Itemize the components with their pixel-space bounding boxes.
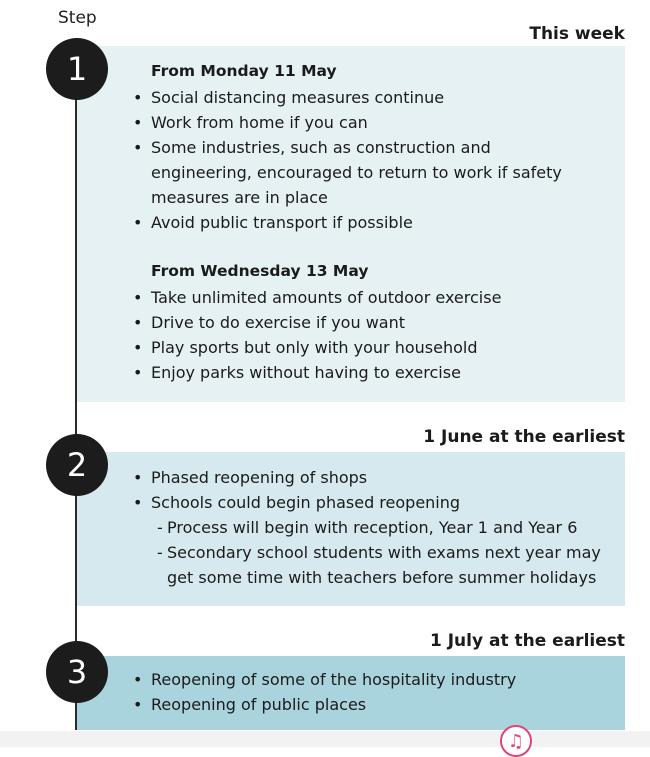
step-number-circle-1: 1	[46, 38, 108, 100]
list-item: • Some industries, such as construction and engineering, encouraged to return to work if safety measures are in place	[131, 135, 571, 210]
sub-list-item: - Secondary school students with exams next year may get some time with teachers before summer holidays	[131, 540, 607, 590]
bullet-icon: •	[133, 88, 143, 107]
bullet-icon: •	[133, 338, 143, 357]
list-item: • Reopening of public places	[131, 692, 591, 717]
bullet-icon: •	[133, 695, 143, 714]
bullet-icon: •	[133, 213, 143, 232]
list-item: • Drive to do exercise if you want	[131, 310, 591, 335]
bullet-list	[131, 85, 591, 235]
period-label-step-2: 1 June at the earliest	[423, 427, 625, 447]
period-label-step-1: This week	[529, 24, 625, 44]
bullet-icon: •	[133, 468, 143, 487]
sub-list-item: - Process will begin with reception, Year 1 and Year 6	[131, 515, 607, 540]
list-item: • Play sports but only with your household	[131, 335, 591, 360]
bullet-list	[131, 667, 591, 717]
bullet-icon: •	[133, 288, 143, 307]
music-icon[interactable]: ♫	[500, 725, 532, 757]
list-item: • Schools could begin phased reopening	[131, 490, 591, 515]
bullet-icon: •	[133, 313, 143, 332]
period-label-step-3: 1 July at the earliest	[429, 631, 625, 651]
step-label: Step	[58, 8, 97, 28]
panel-step-1	[77, 46, 625, 402]
dash-icon: -	[157, 518, 163, 537]
panel-step-2	[77, 452, 625, 606]
step-number-circle-3: 3	[46, 641, 108, 703]
list-item: • Take unlimited amounts of outdoor exercise	[131, 285, 591, 310]
dash-icon: -	[157, 543, 163, 562]
panel-step-3	[77, 656, 625, 730]
section-heading: From Monday 11 May	[151, 62, 337, 80]
list-item: • Reopening of some of the hospitality industry	[131, 667, 591, 692]
list-item: • Avoid public transport if possible	[131, 210, 591, 235]
sub-list	[131, 515, 601, 590]
bullet-icon: •	[133, 363, 143, 382]
bullet-icon: •	[133, 493, 143, 512]
bullet-icon: •	[133, 113, 143, 132]
bullet-list	[131, 285, 591, 385]
bullet-list	[131, 465, 591, 515]
list-item: • Social distancing measures continue	[131, 85, 591, 110]
bullet-icon: •	[133, 138, 143, 157]
bullet-icon: •	[133, 670, 143, 689]
list-item: • Work from home if you can	[131, 110, 591, 135]
section-heading: From Wednesday 13 May	[151, 262, 369, 280]
step-number-circle-2: 2	[46, 434, 108, 496]
list-item: • Phased reopening of shops	[131, 465, 591, 490]
list-item: • Enjoy parks without having to exercise	[131, 360, 591, 385]
bottom-bar	[0, 731, 650, 747]
